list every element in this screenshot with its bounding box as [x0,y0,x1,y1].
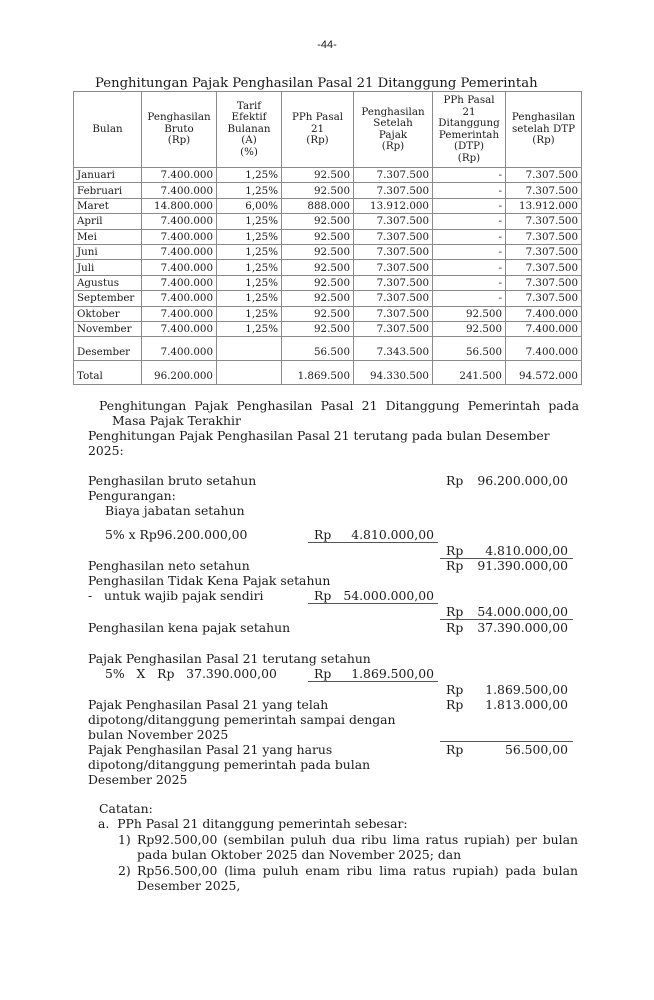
column-header-line: Penghasilan [147,111,211,124]
intro-line2: 2025: [88,443,124,458]
column-header-line: 21 [462,105,476,118]
table-row [74,229,582,244]
table-cell: - [433,275,506,290]
table-cell: 7.307.500 [506,291,582,306]
column-header-line: Pajak [378,128,408,141]
table-cell: 7.400.000 [142,214,217,229]
table-cell: 7.307.500 [354,260,433,275]
table-cell: 7.400.000 [506,337,582,361]
column-header-line: Ditanggung [438,117,500,129]
table-cell: 7.307.500 [506,214,582,229]
note-sub1-line1: Rp92.500,00 (sembilan puluh dua ribu lima ratus rupiah) per bulan [137,832,578,847]
table-cell: Agustus [74,275,142,290]
table-cell: 7.307.500 [354,244,433,259]
telah-line1: Pajak Penghasilan Pasal 21 yang telah [88,697,329,712]
table-row [74,291,582,306]
table-cell: 7.400.000 [142,168,217,183]
column-header-line: (DTP) [453,140,485,152]
table-row [74,337,582,361]
table-cell: 241.500 [433,361,506,385]
column-header-line: setelah DTP [512,122,575,135]
note-sub2-line2: Desember 2025, [137,878,241,893]
table-cell [217,361,282,385]
table-cell: 7.400.000 [506,306,582,321]
table-cell: 7.307.500 [354,229,433,244]
table-cell: 7.400.000 [506,321,582,336]
table-row [74,168,582,183]
table-cell: April [74,214,142,229]
table-cell: 13.912.000 [354,198,433,213]
table-cell: 7.400.000 [142,337,217,361]
neto-value: 91.390.000,00 [477,558,568,573]
terutang-total-value: 1.869.500,00 [485,682,568,697]
table-cell: Maret [74,198,142,213]
table-cell: 7.400.000 [142,275,217,290]
table-cell: Juni [74,244,142,259]
table-cell: 92.500 [282,168,354,183]
bruto-rp: Rp [446,473,464,488]
note-sub2-num: 2) [118,863,131,878]
column-header-line: Setelah [373,117,413,129]
bruto-label: Penghasilan bruto setahun [88,473,257,488]
ptkp-label: Penghasilan Tidak Kena Pajak setahun [88,573,331,588]
terutang-rp: Rp [314,666,332,681]
table-cell: 92.500 [282,229,354,244]
table-cell: 7.307.500 [354,214,433,229]
column-header [74,92,142,168]
intro-line1: Penghitungan Pajak Penghasilan Pasal 21 terutang pada bulan Desember [88,428,550,443]
page-number: -44- [317,39,337,51]
table-cell: 1,25% [217,183,282,198]
divider [308,603,438,604]
table-cell: 1,25% [217,168,282,183]
terutang-label: Pajak Penghasilan Pasal 21 terutang setahun [88,651,371,666]
pkp-value: 37.390.000,00 [477,620,568,635]
ptkp-item-label: - untuk wajib pajak sendiri [88,588,264,603]
table-cell: 7.307.500 [354,275,433,290]
table-cell: 7.307.500 [354,321,433,336]
ptkp-rp: Rp [314,588,332,603]
column-header-line: Penghasilan [361,105,425,118]
table-row [74,214,582,229]
telah-line2: dipotong/ditanggung pemerintah sampai dengan [88,712,396,727]
table-row [74,198,582,213]
table-cell: 7.307.500 [506,244,582,259]
telah-rp: Rp [446,697,464,712]
table-cell: 7.307.500 [506,275,582,290]
column-header-line: PPh Pasal [443,94,495,106]
table-cell: 1,25% [217,244,282,259]
column-header-line: (Rp) [532,134,555,147]
table-row [74,260,582,275]
ptkp-total-rp: Rp [446,604,464,619]
biaya-total-rp: Rp [446,543,464,558]
note-item-a: a. PPh Pasal 21 ditanggung pemerintah sebesar: [98,816,408,831]
table-cell: - [433,168,506,183]
column-header-line: Efektif [231,111,267,124]
column-header-line: Bulan [92,122,123,135]
column-header-line: (Rp) [381,140,405,152]
table-row [74,306,582,321]
table-cell: 1,25% [217,306,282,321]
table-cell: - [433,198,506,213]
column-header-line: (A) [241,134,257,147]
table-cell: September [74,291,142,306]
biaya-value: 4.810.000,00 [351,527,434,542]
table-cell: Mei [74,229,142,244]
table-cell: 7.307.500 [506,229,582,244]
table-cell: 1,25% [217,260,282,275]
table-cell: 7.307.500 [354,183,433,198]
table-cell: 7.400.000 [142,291,217,306]
table-cell: 56.500 [433,337,506,361]
table-cell: 92.500 [282,244,354,259]
ptkp-value: 54.000.000,00 [343,588,434,603]
table-cell: 7.307.500 [506,183,582,198]
table-header-row [74,92,582,168]
terutang-formula: 5% X Rp 37.390.000,00 [105,666,277,681]
table-cell: - [433,260,506,275]
table-cell: Total [74,361,142,385]
table-row [74,361,582,385]
table-cell: 6,00% [217,198,282,213]
bruto-value: 96.200.000,00 [477,473,568,488]
column-header [282,92,354,168]
table-cell: - [433,244,506,259]
table-cell: 888.000 [282,198,354,213]
table-cell: 92.500 [282,306,354,321]
note-sub2-line1: Rp56.500,00 (lima puluh enam ribu lima ratus rupiah) pada bulan [137,863,578,878]
table-cell: 92.500 [282,183,354,198]
table-cell: 92.500 [282,260,354,275]
pengurangan-label: Pengurangan: [88,488,176,503]
table-cell: 14.800.000 [142,198,217,213]
column-header [433,92,506,168]
column-header-line: PPh Pasal [291,111,344,124]
table-cell: 92.500 [282,321,354,336]
divider [308,681,438,682]
column-header-line: 21 [310,122,325,135]
table-cell: 94.330.500 [354,361,433,385]
table-cell: 13.912.000 [506,198,582,213]
table-cell: 7.307.500 [354,168,433,183]
table-cell: Februari [74,183,142,198]
table-cell: 1,25% [217,291,282,306]
table-cell: 92.500 [282,214,354,229]
table-row [74,183,582,198]
notes-heading: Catatan: [99,801,153,816]
telah-line3: bulan November 2025 [88,727,229,742]
biaya-jabatan-label: Biaya jabatan setahun [105,503,245,518]
note-sub1-num: 1) [118,832,131,847]
column-header-line: Pemerintah [438,128,500,141]
biaya-total-value: 4.810.000,00 [485,543,568,558]
table-cell: 7.307.500 [506,260,582,275]
table-cell [217,337,282,361]
table-cell: 7.400.000 [142,244,217,259]
section-heading-line1: Penghitungan Pajak Penghasilan Pasal 21 Ditanggung Pemerintah pada [99,398,579,413]
table-title: Penghitungan Pajak Penghasilan Pasal 21 Ditanggung Pemerintah [95,76,538,91]
table-cell: November [74,321,142,336]
harus-line3: Desember 2025 [88,772,188,787]
column-header-line: Penghasilan [511,111,576,124]
column-header-line: (Rp) [167,134,191,147]
table-cell: 7.400.000 [142,229,217,244]
column-header [506,92,582,168]
table-cell: 92.500 [433,321,506,336]
table-cell: 7.400.000 [142,183,217,198]
telah-value: 1.813.000,00 [485,697,568,712]
table-cell: 7.307.500 [354,291,433,306]
table-cell: 7.400.000 [142,306,217,321]
harus-value: 56.500,00 [504,742,568,757]
neto-rp: Rp [446,558,464,573]
table-row [74,321,582,336]
table-cell: Januari [74,168,142,183]
table-cell: 7.400.000 [142,260,217,275]
harus-line2: dipotong/ditanggung pemerintah pada bulan [88,757,371,772]
table-cell: Desember [74,337,142,361]
table-cell: 94.572.000 [506,361,582,385]
table-cell: 7.400.000 [142,321,217,336]
harus-line1: Pajak Penghasilan Pasal 21 yang harus [88,742,333,757]
pkp-label: Penghasilan kena pajak setahun [88,620,291,635]
column-header [354,92,433,168]
column-header [217,92,282,168]
table-cell: 1.869.500 [282,361,354,385]
table-cell: - [433,214,506,229]
table-cell: 1,25% [217,229,282,244]
table-cell: 7.307.500 [354,306,433,321]
neto-label: Penghasilan neto setahun [88,558,250,573]
table-cell: - [433,291,506,306]
table-cell: 7.307.500 [506,168,582,183]
table-cell: 56.500 [282,337,354,361]
harus-rp: Rp [446,742,464,757]
table-cell: - [433,229,506,244]
ptkp-total-value: 54.000.000,00 [477,604,568,619]
note-sub1-line2: pada bulan Oktober 2025 dan November 2025; dan [137,847,462,862]
terutang-total-rp: Rp [446,682,464,697]
table-cell: 7.343.500 [354,337,433,361]
table-cell: - [433,183,506,198]
table-row [74,275,582,290]
table-cell: 92.500 [433,306,506,321]
table-cell: Juli [74,260,142,275]
table-cell: 96.200.000 [142,361,217,385]
table-row [74,244,582,259]
table-cell: 92.500 [282,275,354,290]
section-heading-line2: Masa Pajak Terakhir [112,413,241,428]
pph21-table [73,91,582,385]
column-header-line: (Rp) [457,151,481,164]
table-cell: 1,25% [217,321,282,336]
column-header-line: Tarif [236,99,262,112]
biaya-rp: Rp [314,527,332,542]
pkp-rp: Rp [446,620,464,635]
column-header-line: Bruto [164,122,194,135]
column-header-line: (Rp) [306,134,329,147]
column-header-line: Bulanan [227,122,271,135]
table-cell: 1,25% [217,214,282,229]
terutang-value: 1.869.500,00 [351,666,434,681]
table-cell: 1,25% [217,275,282,290]
column-header [142,92,217,168]
column-header-line: (%) [240,145,258,158]
table-cell: Oktober [74,306,142,321]
table-cell: 92.500 [282,291,354,306]
biaya-formula: 5% x Rp96.200.000,00 [105,527,248,542]
divider [308,542,438,543]
